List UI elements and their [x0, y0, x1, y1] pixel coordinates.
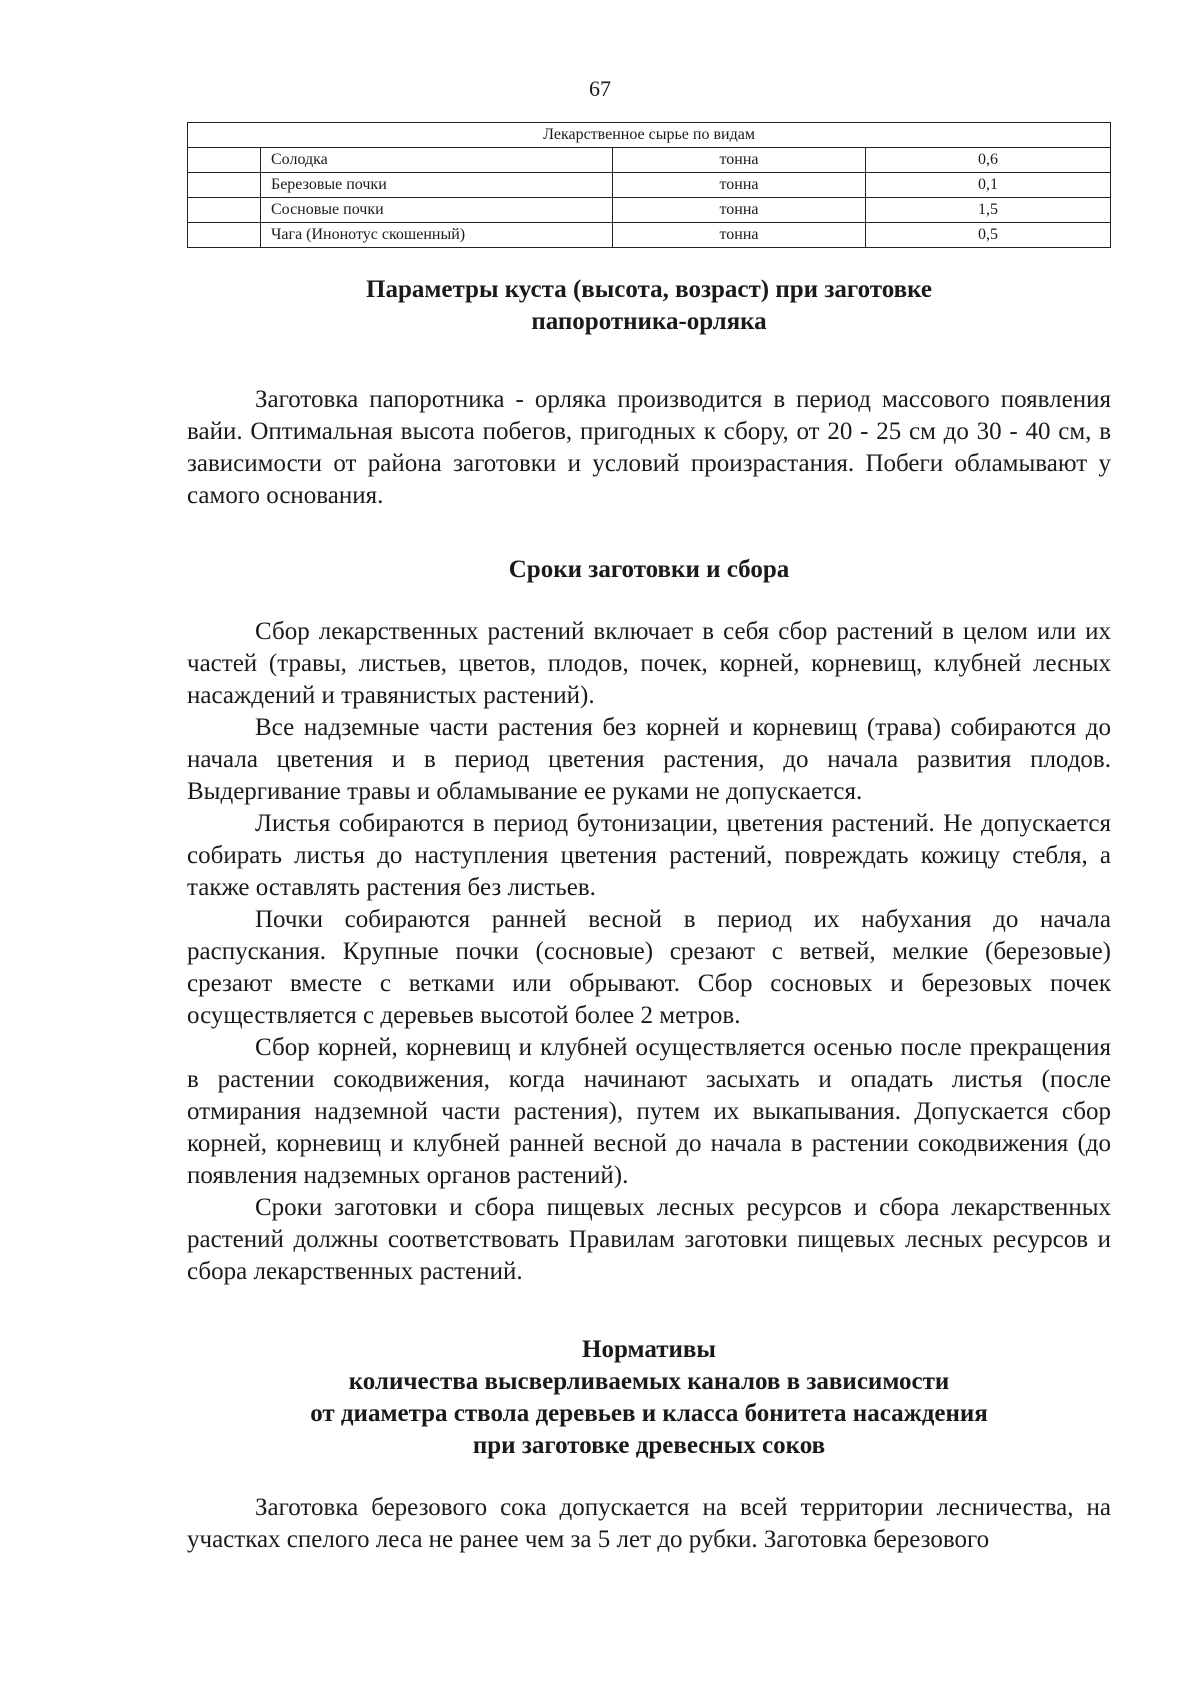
paragraph: Сроки заготовки и сбора пищевых лесных ресурсов и сбора лекарственных растений должны соответствовать Правилам заготовки пищевых лесных ресурсов и сбора лекарственных растений. — [187, 1194, 1111, 1285]
table-row — [188, 223, 1111, 248]
table-header-row — [188, 123, 1111, 148]
table-cell-value: 0,6 — [866, 148, 1111, 173]
table-header: Лекарственное сырье по видам — [188, 123, 1111, 148]
table-cell-unit: тонна — [613, 148, 866, 173]
section-heading-sap-norms — [187, 1334, 1111, 1462]
section-heading-fern-parameters — [187, 274, 1111, 338]
heading-line: Параметры куста (высота, возраст) при заготовке — [366, 276, 932, 303]
heading-line: папоротника-орляка — [531, 308, 767, 335]
table-row — [188, 173, 1111, 198]
table-cell-unit: тонна — [613, 173, 866, 198]
table-cell-name: Сосновые почки — [261, 198, 613, 223]
table-cell-value: 1,5 — [866, 198, 1111, 223]
table-cell-name: Чага (Инонотус скошенный) — [261, 223, 613, 248]
paragraph: Почки собираются ранней весной в период их набухания до начала распускания. Крупные почки (сосновые) срезают с ветвей, мелкие (березовые) срезают вместе с ветками или обрывают. Сбор сосновых и березовых почек осуществляется с деревьев высотой более 2 метров. — [187, 906, 1111, 1029]
table-cell-unit: тонна — [613, 198, 866, 223]
table-cell-name: Солодка — [261, 148, 613, 173]
table-cell-unit: тонна — [613, 223, 866, 248]
paragraph: Сбор корней, корневищ и клубней осуществляется осенью после прекращения в растении сокодвижения, когда начинают засыхать и опадать листья (после отмирания надземной части растения), путем их выкапывания. Допускается сбор корней, корневищ и клубней ранней весной до начала в растении сокодвижения (до появления надземных органов растений). — [187, 1034, 1111, 1189]
table-cell-index — [188, 148, 261, 173]
document-body — [187, 274, 1111, 1556]
table-row — [188, 148, 1111, 173]
table-cell-index — [188, 223, 261, 248]
table-cell-index — [188, 173, 261, 198]
paragraph: Заготовка папоротника - орляка производится в период массового появления вайи. Оптимальная высота побегов, пригодных к сбору, от 20 - 25 см до 30 - 40 см, в зависимости от района заготовки и условий произрастания. Побеги обламывают у самого основания. — [187, 386, 1111, 509]
heading-line: количества высверливаемых каналов в зависимости — [348, 1368, 950, 1395]
paragraph: Сбор лекарственных растений включает в себя сбор растений в целом или их частей (травы, листьев, цветов, плодов, почек, корней, корневищ, клубней лесных насаждений и травянистых растений). — [187, 618, 1111, 709]
table-row — [188, 198, 1111, 223]
raw-materials-table — [187, 122, 1111, 248]
paragraph: Заготовка березового сока допускается на всей территории лесничества, на участках спелого леса не ранее чем за 5 лет до рубки. Заготовка березового — [187, 1494, 1111, 1553]
table-cell-index — [188, 198, 261, 223]
paragraph: Все надземные части растения без корней и корневищ (трава) собираются до начала цветения и в период цветения растения, до начала развития плодов. Выдергивание травы и обламывание ее руками не допускается. — [187, 714, 1111, 805]
section-heading-harvest-terms: Сроки заготовки и сбора — [508, 556, 790, 583]
heading-line: при заготовке древесных соков — [472, 1432, 826, 1459]
heading-line: Нормативы — [582, 1336, 716, 1363]
paragraph: Листья собираются в период бутонизации, цветения растений. Не допускается собирать листья до наступления цветения растений, повреждать кожицу стебля, а также оставлять растения без листьев. — [187, 810, 1111, 901]
heading-line: от диаметра ствола деревьев и класса бонитета насаждения — [310, 1400, 988, 1427]
table-cell-value: 0,5 — [866, 223, 1111, 248]
page-number: 67 — [589, 76, 611, 101]
table-cell-value: 0,1 — [866, 173, 1111, 198]
table-cell-name: Березовые почки — [261, 173, 613, 198]
